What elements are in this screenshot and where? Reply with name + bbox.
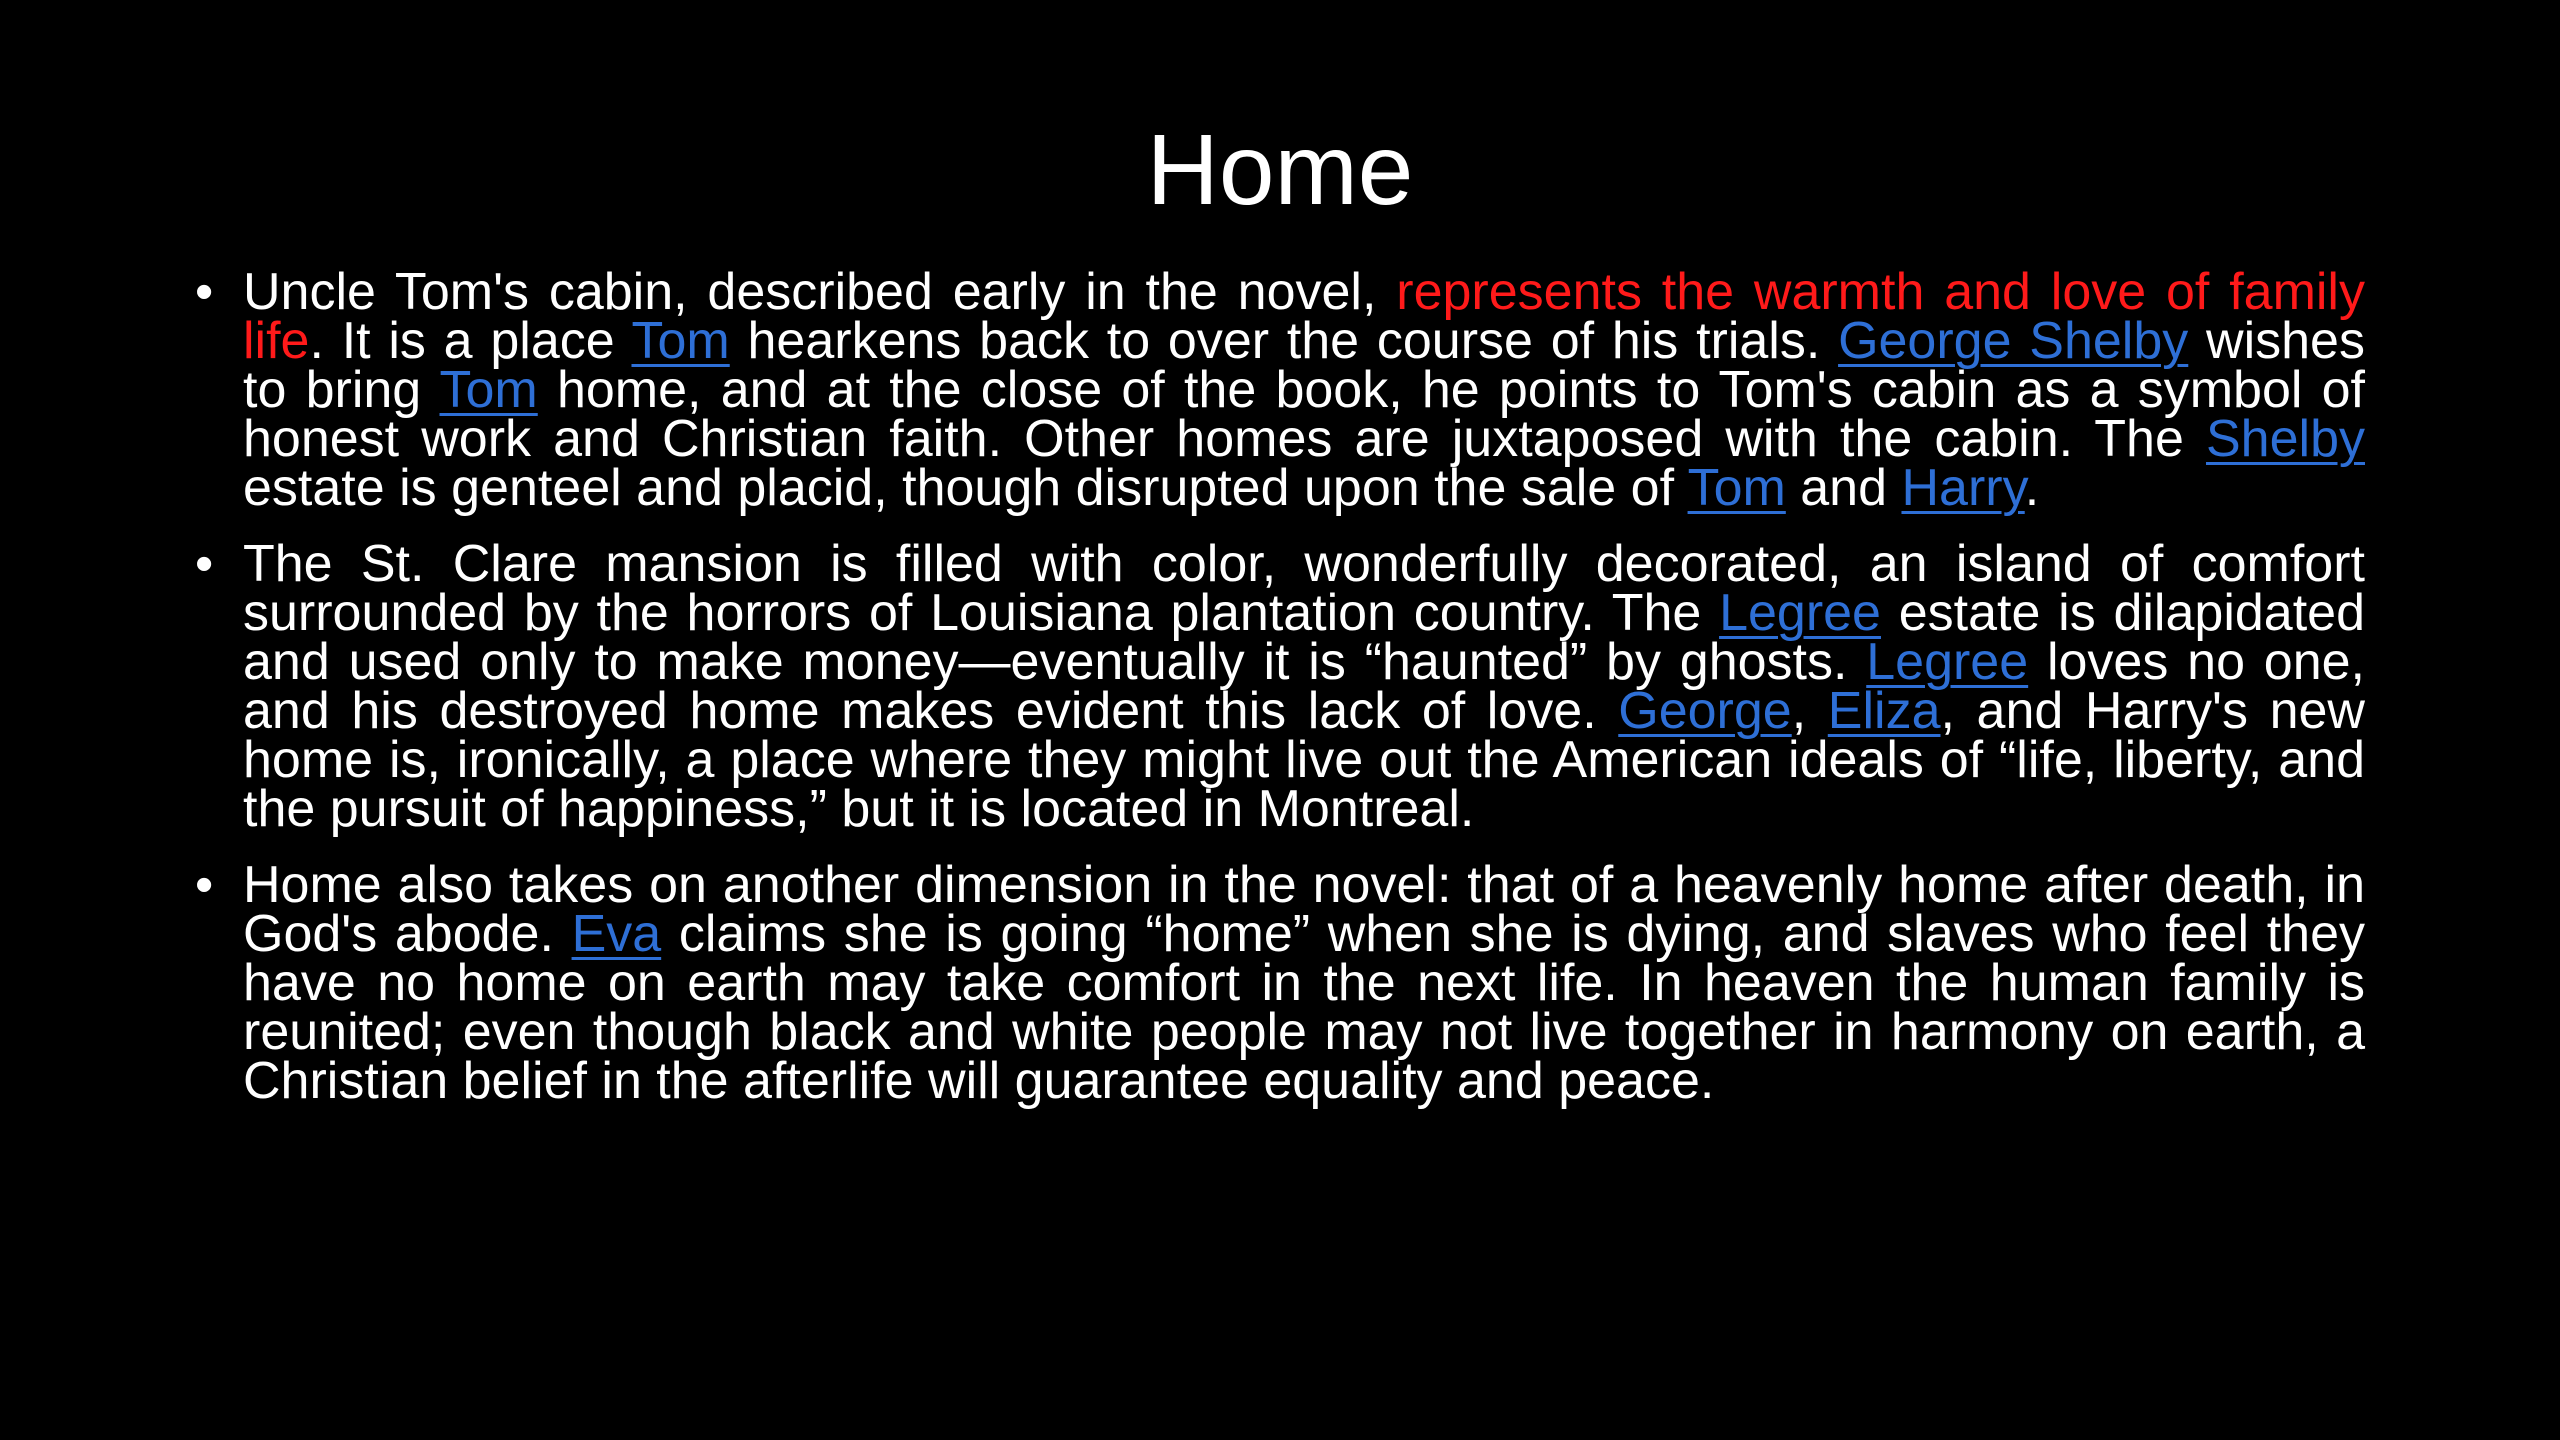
bullet-dot-icon: •	[195, 263, 214, 321]
text-run: ,	[1791, 682, 1828, 740]
link-tom[interactable]: Tom	[1687, 459, 1786, 517]
bullet-text	[243, 263, 2366, 517]
text-run: home, and at the close of the book, he points to Tom's cabin as a symbol of honest work and Christian faith. Other homes are juxtaposed with the cabin. The	[243, 361, 2366, 468]
text-run: estate is genteel and placid, though disrupted upon the sale of	[243, 459, 1688, 517]
text-run: .	[2024, 459, 2040, 517]
text-run: wishes to bring	[243, 312, 2365, 419]
slide-title: Home	[1146, 114, 1414, 226]
text-run: estate is dilapidated and used only to make money—eventually it is “haunted” by ghosts.	[243, 584, 2365, 691]
text-run: loves no one, and his destroyed home makes evident this lack of love.	[243, 633, 2366, 740]
link-eliza[interactable]: Eliza	[1827, 682, 1941, 740]
bullet-item-heavenly-home	[195, 856, 2366, 1110]
bullet-text	[243, 856, 2366, 1110]
link-eva[interactable]: Eva	[571, 905, 662, 963]
text-run: Home also takes on another dimension in the novel: that of a heavenly home after death, in God's abode.	[243, 856, 2365, 963]
text-run: hearkens back to over the course of his trials.	[729, 312, 1839, 370]
text-run: The St. Clare mansion is filled with color, wonderfully decorated, an island of comfort surrounded by the horrors of Louisiana plantation country. The	[243, 535, 2365, 642]
bullet-list	[195, 263, 2366, 1133]
link-harry[interactable]: Harry	[1901, 459, 2025, 517]
bullet-dot-icon: •	[195, 856, 214, 914]
text-run: claims she is going “home” when she is dying, and slaves who feel they have no home on earth may take comfort in the next life. In heaven the human family is reunited; even though black and white people may not live together in harmony on earth, a Christian belief in the afterlife will guarantee equality and peace.	[243, 905, 2366, 1110]
link-shelby[interactable]: Shelby	[2206, 410, 2365, 468]
bullet-text	[243, 535, 2366, 838]
emphasis-text: represents the warmth and love of family life	[243, 263, 2365, 370]
link-tom[interactable]: Tom	[439, 361, 538, 419]
text-run: . It is a place	[309, 312, 632, 370]
text-run: , and Harry's new home is, ironically, a place where they might live out the American ideals of “life, liberty, and the pursuit of happiness,” but it is located in Montreal.	[243, 682, 2365, 838]
bullet-item-uncle-toms-cabin	[195, 263, 2366, 517]
text-run: and	[1785, 459, 1902, 517]
link-tom[interactable]: Tom	[631, 312, 730, 370]
link-george[interactable]: George	[1618, 682, 1792, 740]
link-legree[interactable]: Legree	[1719, 584, 1881, 642]
bullet-dot-icon: •	[195, 535, 214, 593]
text-run: Uncle Tom's cabin, described early in the novel,	[243, 263, 1397, 321]
link-legree[interactable]: Legree	[1866, 633, 2029, 691]
link-george-shelby[interactable]: George Shelby	[1838, 312, 2189, 370]
bullet-item-st-clare-mansion	[195, 535, 2366, 838]
